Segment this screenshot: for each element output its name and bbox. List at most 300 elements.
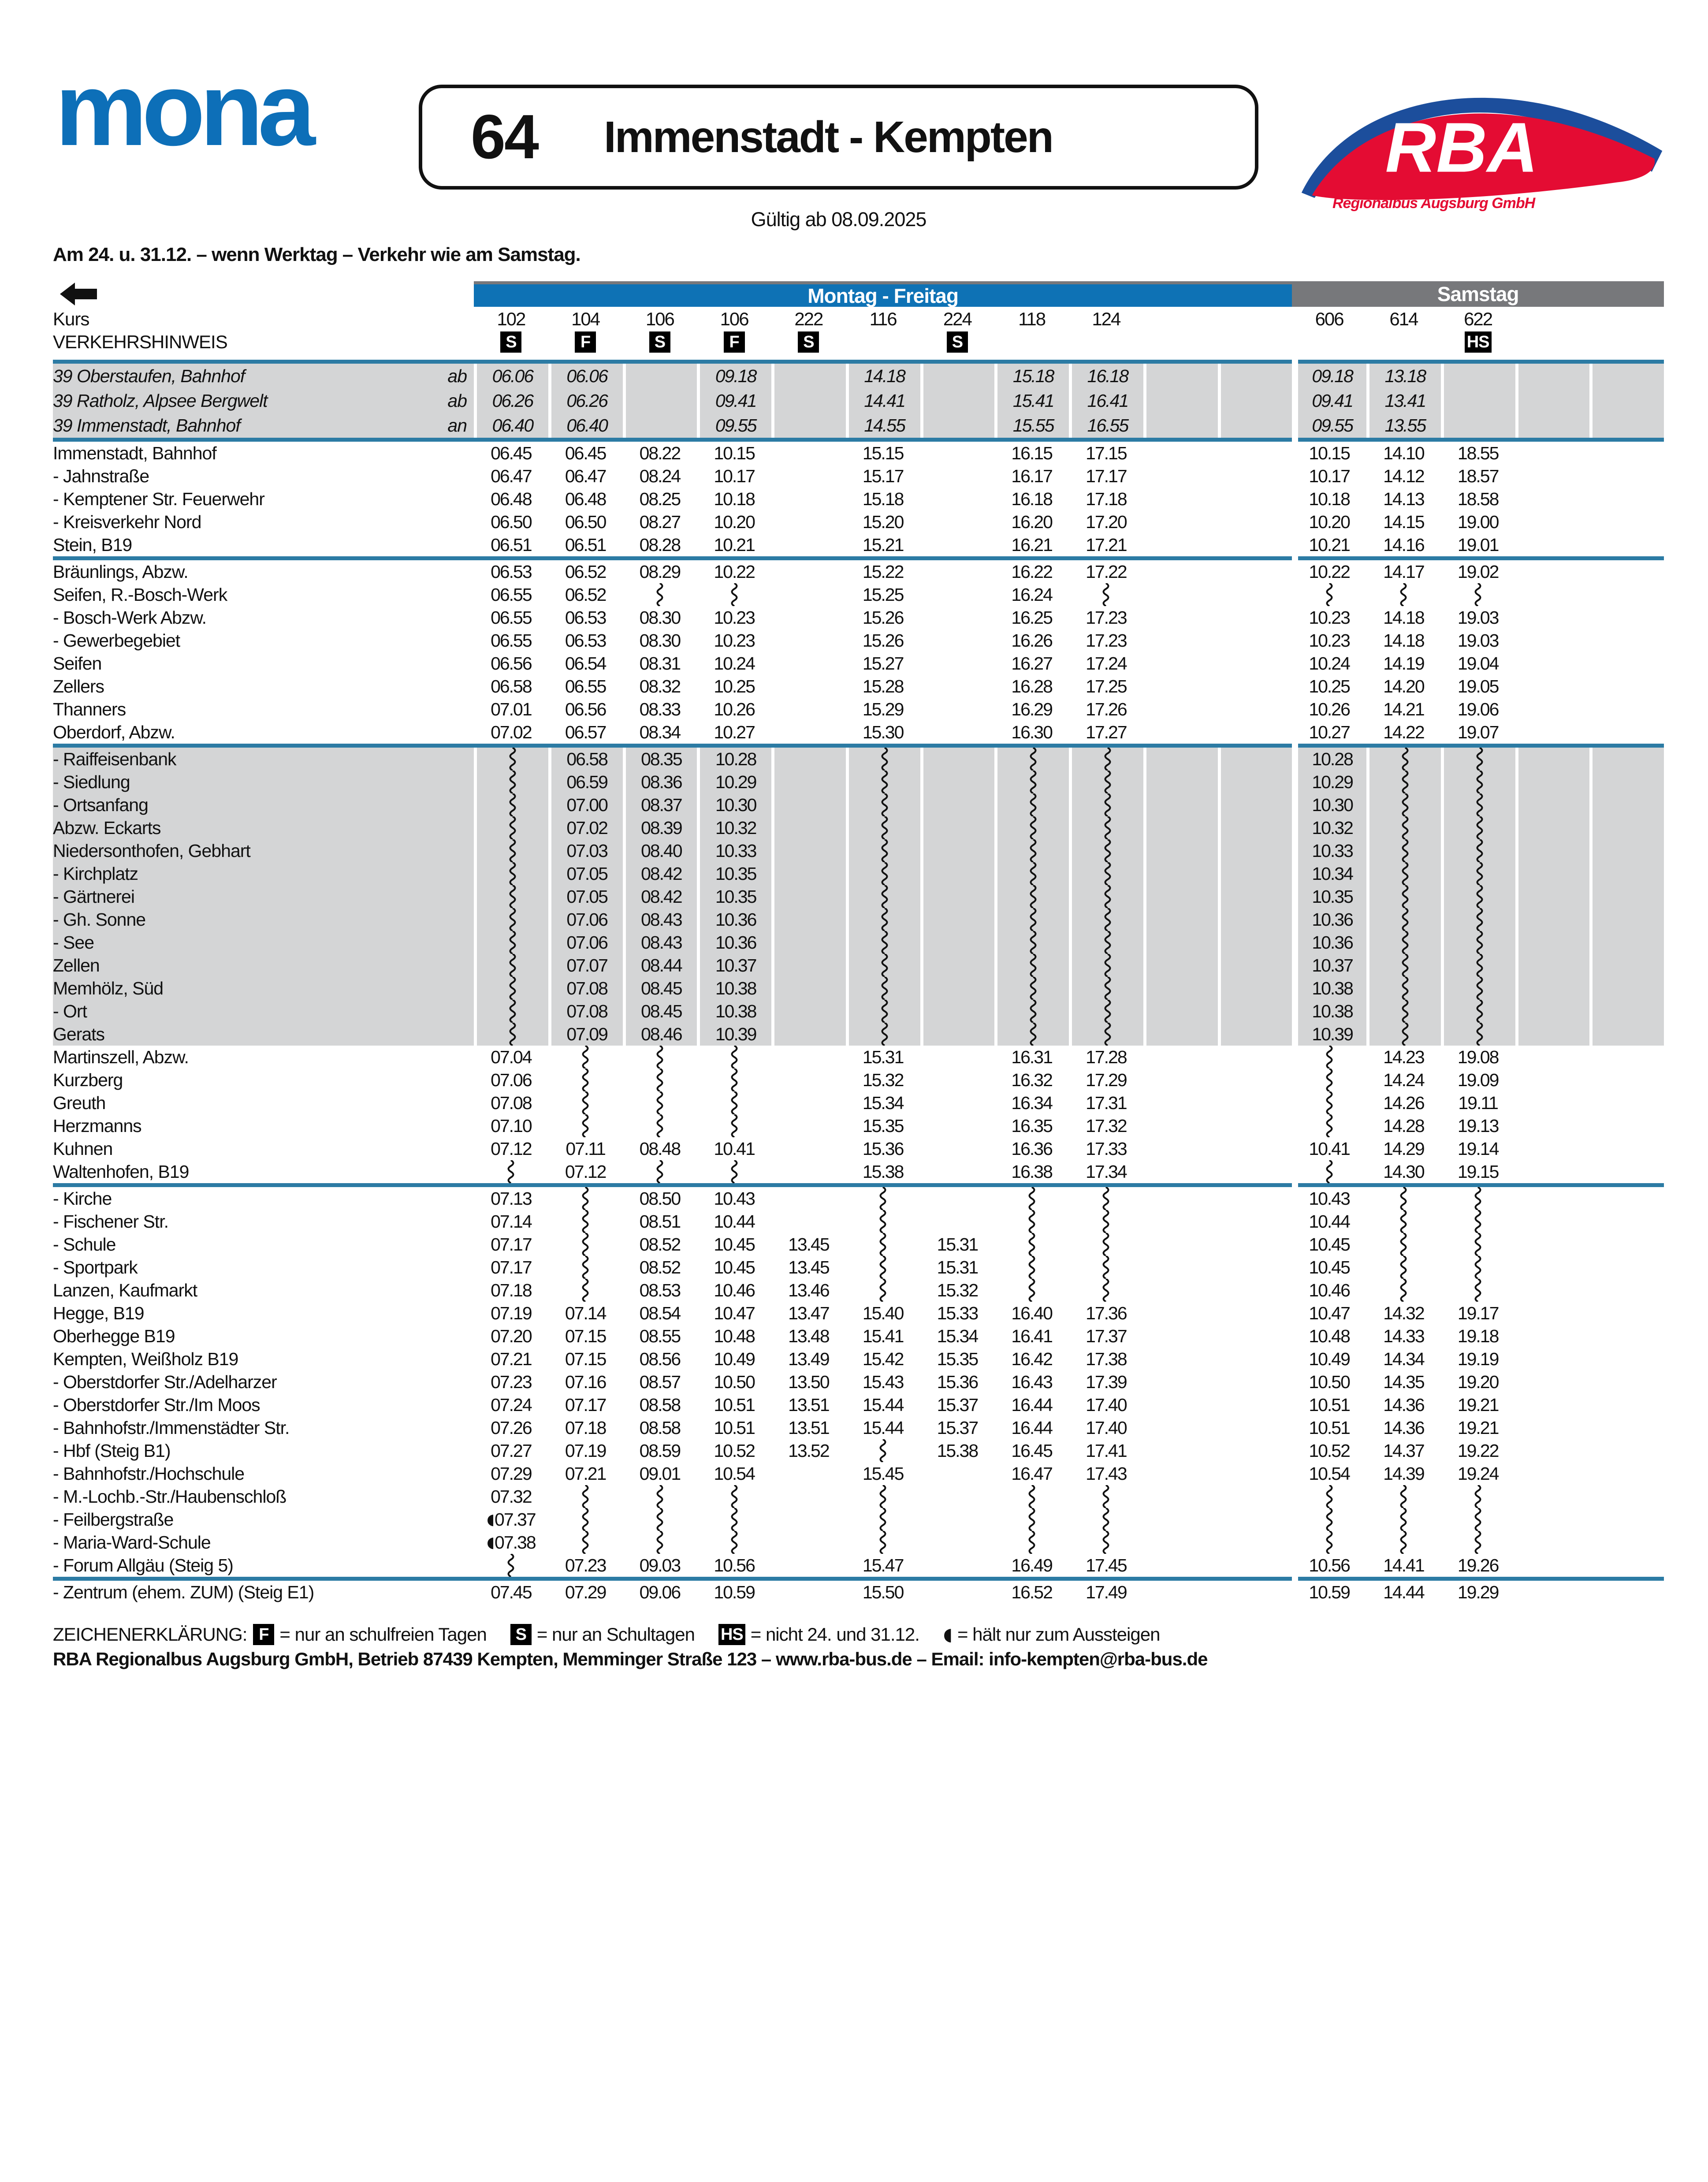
time-cell: 16.44 xyxy=(1011,1394,1052,1415)
skip-squiggle-icon xyxy=(1401,1023,1409,1046)
time-cell xyxy=(1366,1000,1441,1023)
skip-squiggle-icon xyxy=(1474,583,1482,606)
time-cell: 19.04 xyxy=(1457,653,1499,674)
station-name: Bräunlings, Abzw. xyxy=(53,561,188,582)
time-cell xyxy=(1589,954,1664,977)
time-cell xyxy=(920,629,995,652)
skip-squiggle-icon xyxy=(881,793,889,816)
time-cell xyxy=(1589,721,1664,744)
skip-squiggle-icon xyxy=(1476,771,1484,793)
skip-squiggle-icon xyxy=(656,1485,664,1508)
time-cell xyxy=(1515,1256,1590,1279)
time-cell: 17.36 xyxy=(1086,1303,1127,1323)
skip-squiggle-icon xyxy=(879,1531,887,1554)
time-cell: 07.07 xyxy=(548,954,623,977)
time-cell: 17.28 xyxy=(1086,1046,1127,1067)
station-name: Kurzberg xyxy=(53,1069,123,1090)
skip-squiggle-icon xyxy=(1401,931,1409,954)
time-cell xyxy=(994,954,1069,977)
time-cell xyxy=(771,1023,846,1046)
time-cell: 14.35 xyxy=(1383,1371,1424,1392)
time-cell xyxy=(1143,698,1218,721)
time-cell xyxy=(474,771,548,793)
time-cell: 06.45 xyxy=(565,443,606,463)
time-cell xyxy=(994,862,1069,885)
time-cell xyxy=(1589,629,1664,652)
time-cell xyxy=(771,510,846,533)
time-cell: 10.23 xyxy=(714,607,755,628)
time-cell: 10.38 xyxy=(697,977,771,1000)
table-row xyxy=(53,1091,1664,1114)
table-row xyxy=(53,388,1664,413)
time-cell: 07.08 xyxy=(548,977,623,1000)
time-cell: 14.21 xyxy=(1383,699,1424,719)
time-cell: 13.47 xyxy=(788,1303,829,1323)
time-cell: 06.40 xyxy=(548,413,623,438)
station-name: - Oberstdorfer Str./Im Moos xyxy=(53,1394,260,1415)
time-cell xyxy=(1143,1531,1218,1554)
time-cell xyxy=(920,885,995,908)
station-name: Hegge, B19 xyxy=(53,1303,144,1323)
time-cell xyxy=(697,1091,771,1114)
time-cell xyxy=(474,793,548,816)
time-cell xyxy=(1366,908,1441,931)
skip-squiggle-icon xyxy=(1401,908,1409,931)
time-cell: 15.31 xyxy=(937,1257,978,1277)
time-cell xyxy=(1143,560,1218,583)
time-cell xyxy=(1143,885,1218,908)
time-cell: 19.03 xyxy=(1457,630,1499,651)
time-cell xyxy=(846,1233,920,1256)
time-cell xyxy=(1366,839,1441,862)
time-cell xyxy=(1069,1187,1143,1210)
time-cell xyxy=(1218,1325,1292,1348)
time-cell: 08.55 xyxy=(639,1326,681,1346)
time-cell: 10.28 xyxy=(697,748,771,771)
time-cell xyxy=(771,793,846,816)
divider-gap xyxy=(1292,1183,1298,1187)
time-cell xyxy=(1589,465,1664,488)
time-cell: 15.50 xyxy=(862,1582,904,1602)
time-cell xyxy=(1589,1046,1664,1069)
time-cell xyxy=(920,1160,995,1183)
divider-left-segment xyxy=(53,438,1292,442)
station-name: Abzw. Eckarts xyxy=(53,817,161,838)
time-cell xyxy=(1069,1023,1143,1046)
time-cell xyxy=(1218,583,1292,606)
time-cell: 06.06 xyxy=(548,364,623,388)
time-cell: 10.26 xyxy=(714,699,755,719)
time-cell: 10.33 xyxy=(697,839,771,862)
time-cell xyxy=(1589,1137,1664,1160)
time-cell xyxy=(771,465,846,488)
skip-squiggle-icon xyxy=(656,1508,664,1531)
skip-squiggle-icon xyxy=(1029,839,1037,862)
time-cell xyxy=(1292,1114,1366,1137)
time-cell xyxy=(1515,931,1590,954)
time-cell: 13.18 xyxy=(1366,364,1441,388)
time-cell xyxy=(697,1069,771,1091)
time-cell xyxy=(1218,771,1292,793)
station-name: - Jahnstraße xyxy=(53,465,149,486)
skip-squiggle-icon xyxy=(1399,1279,1407,1302)
time-cell: 17.40 xyxy=(1086,1394,1127,1415)
time-cell xyxy=(1218,652,1292,675)
time-cell: 07.11 xyxy=(566,1138,605,1159)
time-cell xyxy=(771,1508,846,1531)
time-cell: 10.45 xyxy=(714,1257,755,1277)
time-cell: 07.24 xyxy=(491,1394,532,1415)
time-cell xyxy=(1366,816,1441,839)
route-title: Immenstadt - Kempten xyxy=(603,112,1053,162)
time-cell xyxy=(1515,364,1590,388)
time-cell xyxy=(1589,1187,1664,1210)
time-cell xyxy=(1515,748,1590,771)
time-cell xyxy=(1143,748,1218,771)
hinweis-badge: S xyxy=(500,331,521,353)
skip-squiggle-icon xyxy=(1474,1256,1482,1279)
station-name: - Oberstdorfer Str./Adelharzer xyxy=(53,1371,277,1392)
skip-squiggle-icon xyxy=(1399,1256,1407,1279)
time-cell: 09.18 xyxy=(697,364,771,388)
time-cell xyxy=(1589,1554,1664,1577)
time-cell: 08.45 xyxy=(623,977,697,1000)
time-cell xyxy=(548,1069,623,1091)
divider-left-segment xyxy=(53,360,1292,364)
skip-squiggle-icon xyxy=(581,1210,589,1233)
time-cell: 10.51 xyxy=(1309,1394,1350,1415)
time-cell: 15.38 xyxy=(862,1161,904,1182)
table-row xyxy=(53,1370,1664,1393)
time-cell xyxy=(771,1160,846,1183)
time-cell: 06.53 xyxy=(565,607,606,628)
table-row xyxy=(53,931,1664,954)
station-name: - Siedlung xyxy=(53,771,130,792)
time-cell: 19.14 xyxy=(1457,1138,1499,1159)
station-name: - Ortsanfang xyxy=(53,794,148,815)
kurs-row xyxy=(53,307,1664,331)
time-cell: 19.11 xyxy=(1458,1092,1498,1113)
time-cell: 08.57 xyxy=(639,1371,681,1392)
skip-squiggle-icon xyxy=(1102,1187,1110,1210)
time-cell xyxy=(771,862,846,885)
skip-squiggle-icon xyxy=(879,1256,887,1279)
time-cell xyxy=(1218,442,1292,465)
skip-squiggle-icon xyxy=(1325,1114,1333,1137)
time-cell: 10.30 xyxy=(697,793,771,816)
time-cell xyxy=(1515,1160,1590,1183)
time-cell: 08.22 xyxy=(639,443,681,463)
time-cell xyxy=(771,675,846,698)
time-cell: 10.36 xyxy=(1292,908,1366,931)
time-cell: 14.33 xyxy=(1383,1326,1424,1346)
skip-squiggle-icon xyxy=(1325,583,1333,606)
time-cell xyxy=(1218,388,1292,413)
time-cell: 07.09 xyxy=(548,1023,623,1046)
time-cell: 15.36 xyxy=(937,1371,978,1392)
time-cell xyxy=(1143,1000,1218,1023)
direction-arrow-wrap xyxy=(53,281,474,307)
time-cell: 10.54 xyxy=(714,1463,755,1484)
time-cell: 07.06 xyxy=(548,908,623,931)
table-row xyxy=(53,413,1664,438)
time-cell xyxy=(1589,1439,1664,1462)
time-cell: 10.17 xyxy=(1309,465,1350,486)
time-cell: 14.15 xyxy=(1383,511,1424,532)
time-cell xyxy=(994,1279,1069,1302)
time-cell: 17.25 xyxy=(1086,676,1127,696)
station-name: Gerats xyxy=(53,1024,105,1044)
skip-squiggle-icon xyxy=(881,748,889,771)
divider-right-segment xyxy=(1298,438,1664,442)
time-cell: 15.47 xyxy=(862,1555,904,1575)
ab-an-tag: ab xyxy=(447,365,467,386)
skip-squiggle-icon xyxy=(730,1508,738,1531)
time-cell xyxy=(771,533,846,556)
time-cell xyxy=(1441,793,1515,816)
time-cell: 13.45 xyxy=(788,1234,829,1255)
time-cell xyxy=(1143,771,1218,793)
time-cell xyxy=(1441,1210,1515,1233)
time-cell xyxy=(1218,1485,1292,1508)
time-cell xyxy=(1069,583,1143,606)
time-cell: 15.34 xyxy=(862,1092,904,1113)
skip-squiggle-icon xyxy=(1028,1279,1036,1302)
time-cell: 10.27 xyxy=(714,722,755,742)
time-cell xyxy=(994,816,1069,839)
time-cell xyxy=(1515,629,1590,652)
time-cell xyxy=(771,885,846,908)
time-cell xyxy=(1069,748,1143,771)
time-cell: 14.39 xyxy=(1383,1463,1424,1484)
time-cell xyxy=(1366,1508,1441,1531)
time-cell: 14.16 xyxy=(1383,534,1424,555)
time-cell: 07.20 xyxy=(491,1326,532,1346)
table-row xyxy=(53,977,1664,1000)
time-cell xyxy=(1143,388,1218,413)
time-cell: 07.19 xyxy=(491,1303,532,1323)
time-cell xyxy=(920,1210,995,1233)
skip-squiggle-icon xyxy=(1104,771,1112,793)
time-cell: 16.28 xyxy=(1011,676,1052,696)
time-cell: 08.34 xyxy=(639,722,681,742)
time-cell xyxy=(846,748,920,771)
time-cell xyxy=(1589,977,1664,1000)
time-cell: 07.23 xyxy=(565,1555,606,1575)
table-row xyxy=(53,1531,1664,1554)
time-cell xyxy=(920,388,995,413)
time-cell: 14.34 xyxy=(1383,1348,1424,1369)
station-name: Seifen xyxy=(53,653,102,674)
time-cell xyxy=(920,931,995,954)
time-cell: 17.33 xyxy=(1086,1138,1127,1159)
time-cell xyxy=(1589,1508,1664,1531)
time-cell: 16.36 xyxy=(1011,1138,1052,1159)
time-cell xyxy=(1441,413,1515,438)
time-cell xyxy=(474,885,548,908)
legend-item xyxy=(253,1624,486,1645)
time-cell xyxy=(1366,1233,1441,1256)
skip-squiggle-icon xyxy=(581,1046,589,1069)
divider-left-segment xyxy=(53,1577,1292,1581)
skip-squiggle-icon xyxy=(1325,1485,1333,1508)
skip-squiggle-icon xyxy=(581,1256,589,1279)
time-cell xyxy=(994,1531,1069,1554)
time-cell: 10.38 xyxy=(1292,1000,1366,1023)
time-cell xyxy=(771,1137,846,1160)
time-cell: 10.35 xyxy=(1292,885,1366,908)
skip-squiggle-icon xyxy=(509,908,517,931)
time-cell: 16.32 xyxy=(1011,1069,1052,1090)
time-cell xyxy=(846,1210,920,1233)
section-divider xyxy=(53,360,1664,364)
time-cell xyxy=(1218,1370,1292,1393)
skip-squiggle-icon xyxy=(879,1508,887,1531)
time-cell: 08.27 xyxy=(639,511,681,532)
time-cell xyxy=(623,1114,697,1137)
time-cell: 10.20 xyxy=(714,511,755,532)
time-cell xyxy=(1515,442,1590,465)
time-cell xyxy=(846,1485,920,1508)
time-cell xyxy=(1069,793,1143,816)
time-cell xyxy=(1143,606,1218,629)
station-name: - Feilbergstraße xyxy=(53,1509,174,1530)
time-cell: 08.30 xyxy=(639,607,681,628)
time-cell: 06.06 xyxy=(474,364,548,388)
table-row xyxy=(53,954,1664,977)
time-cell xyxy=(1589,698,1664,721)
time-cell: 07.14 xyxy=(565,1303,606,1323)
time-cell xyxy=(994,1000,1069,1023)
skip-squiggle-icon xyxy=(730,583,738,606)
time-cell: 17.31 xyxy=(1086,1092,1127,1113)
time-cell: 16.43 xyxy=(1011,1371,1052,1392)
time-cell: 10.23 xyxy=(714,630,755,651)
time-cell: 10.24 xyxy=(714,653,755,674)
time-cell xyxy=(697,1114,771,1137)
table-row xyxy=(53,839,1664,862)
time-cell: 17.27 xyxy=(1086,722,1127,742)
time-cell xyxy=(846,839,920,862)
time-cell: 17.34 xyxy=(1086,1161,1127,1182)
time-cell xyxy=(697,1531,771,1554)
footer-line: RBA Regionalbus Augsburg GmbH, Betrieb 87439 Kempten, Memminger Straße 123 – www.rba-bus.de – Email: info-kempten@rba-bus.de xyxy=(53,1649,1208,1669)
skip-squiggle-icon xyxy=(581,1233,589,1256)
time-cell: 07.08 xyxy=(548,1000,623,1023)
time-cell: 17.39 xyxy=(1086,1371,1127,1392)
time-cell: 14.28 xyxy=(1383,1115,1424,1136)
time-cell: 14.37 xyxy=(1383,1440,1424,1461)
time-cell xyxy=(994,1485,1069,1508)
time-cell: 13.41 xyxy=(1366,388,1441,413)
time-cell xyxy=(1515,1485,1590,1508)
time-cell: 15.26 xyxy=(862,607,904,628)
time-cell xyxy=(1143,652,1218,675)
time-cell: 08.43 xyxy=(623,931,697,954)
time-cell xyxy=(920,1581,995,1604)
skip-squiggle-icon xyxy=(1401,748,1409,771)
time-cell xyxy=(1589,488,1664,510)
hinweis-badge: S xyxy=(798,331,819,353)
time-cell xyxy=(1366,862,1441,885)
time-cell xyxy=(994,748,1069,771)
time-cell xyxy=(1143,931,1218,954)
time-cell xyxy=(548,1046,623,1069)
band-montag-freitag xyxy=(474,281,1292,307)
time-cell xyxy=(771,442,846,465)
time-cell xyxy=(920,606,995,629)
skip-squiggle-icon xyxy=(1104,748,1112,771)
time-cell xyxy=(1143,1508,1218,1531)
table-row xyxy=(53,1069,1664,1091)
time-cell xyxy=(1218,1160,1292,1183)
time-cell: 06.26 xyxy=(474,388,548,413)
time-cell xyxy=(1515,1233,1590,1256)
time-cell: 10.28 xyxy=(1292,748,1366,771)
table-row xyxy=(53,442,1664,465)
station-name: - Hbf (Steig B1) xyxy=(53,1440,171,1461)
skip-squiggle-icon xyxy=(581,1187,589,1210)
skip-squiggle-icon xyxy=(581,1279,589,1302)
time-cell xyxy=(920,1531,995,1554)
time-cell xyxy=(1589,652,1664,675)
time-cell: 10.45 xyxy=(714,1234,755,1255)
time-cell xyxy=(846,1000,920,1023)
time-cell xyxy=(1515,606,1590,629)
time-cell: 10.30 xyxy=(1292,793,1366,816)
hinweis-badge: F xyxy=(575,331,596,353)
time-cell xyxy=(1143,1233,1218,1256)
time-cell: 10.49 xyxy=(1309,1348,1350,1369)
station-name: Seifen, R.-Bosch-Werk xyxy=(53,584,227,605)
time-cell: 10.52 xyxy=(1309,1440,1350,1461)
skip-squiggle-icon xyxy=(509,977,517,1000)
skip-squiggle-icon xyxy=(881,839,889,862)
time-cell: 10.56 xyxy=(1309,1555,1350,1575)
time-cell: 06.50 xyxy=(565,511,606,532)
time-cell: 07.21 xyxy=(491,1348,532,1369)
station-name: - Gh. Sonne xyxy=(53,909,146,930)
time-cell xyxy=(771,560,846,583)
time-cell xyxy=(474,839,548,862)
time-cell xyxy=(1589,862,1664,885)
time-cell xyxy=(1218,1531,1292,1554)
time-cell xyxy=(1441,908,1515,931)
time-cell: 14.18 xyxy=(846,364,920,388)
time-cell xyxy=(1515,675,1590,698)
table-row xyxy=(53,771,1664,793)
time-cell xyxy=(1515,488,1590,510)
time-cell: 07.18 xyxy=(491,1280,532,1300)
time-cell: 10.18 xyxy=(714,488,755,509)
time-cell xyxy=(846,816,920,839)
skip-squiggle-icon xyxy=(730,1091,738,1114)
time-cell xyxy=(1515,652,1590,675)
time-cell: 08.24 xyxy=(639,465,681,486)
skip-squiggle-icon xyxy=(1401,816,1409,839)
time-cell: 17.40 xyxy=(1086,1417,1127,1438)
time-cell: 15.37 xyxy=(937,1394,978,1415)
time-cell xyxy=(1218,816,1292,839)
time-cell xyxy=(771,1091,846,1114)
skip-squiggle-icon xyxy=(1476,748,1484,771)
time-cell xyxy=(1589,1114,1664,1137)
time-cell: 07.18 xyxy=(565,1417,606,1438)
skip-squiggle-icon xyxy=(1474,1508,1482,1531)
time-cell: 15.25 xyxy=(862,584,904,605)
time-cell xyxy=(1589,583,1664,606)
skip-squiggle-icon xyxy=(881,908,889,931)
